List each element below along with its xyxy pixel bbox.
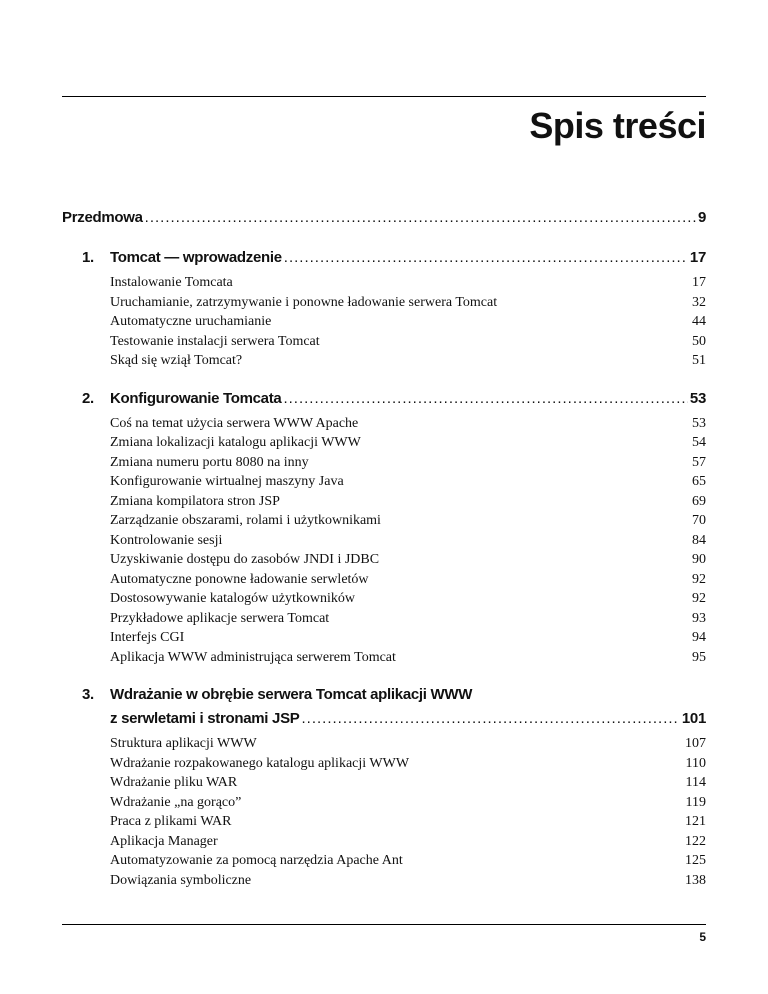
chapter-1: [82, 246, 706, 371]
entry-label: Konfigurowanie wirtualnej maszyny Java: [110, 474, 344, 489]
toc-entry[interactable]: [110, 312, 706, 332]
top-rule: [62, 96, 706, 97]
toc-entry[interactable]: [110, 351, 706, 371]
bottom-rule: [62, 924, 706, 925]
chapter-page: 53: [689, 389, 706, 407]
entry-label: Wdrażanie „na gorąco”: [110, 794, 242, 810]
toc-entry[interactable]: [110, 472, 706, 492]
toc-entry[interactable]: [110, 871, 706, 891]
entry-page: 54: [692, 435, 706, 450]
entry-page: 17: [692, 275, 706, 290]
entry-label: Wdrażanie rozpakowanego katalogu aplikacji WWW: [110, 755, 410, 771]
chapter-heading[interactable]: [82, 246, 706, 270]
entry-page: 70: [692, 513, 706, 528]
entry-label: Kontrolowanie sesji: [110, 532, 223, 548]
chapter-number: 2.: [82, 389, 94, 407]
chapter-entries: [110, 273, 706, 371]
chapter-number: 3.: [82, 686, 94, 703]
entry-page: 110: [685, 755, 706, 771]
entry-label: Automatyzowanie za pomocą narzędzia Apache Ant: [110, 853, 403, 868]
chapter-3: [82, 683, 706, 890]
dot-leader: [283, 387, 687, 411]
toc-entry[interactable]: [110, 648, 706, 668]
entry-page: 138: [685, 872, 706, 888]
entry-page: 51: [692, 353, 706, 368]
entry-page: 94: [692, 630, 706, 645]
chapter-heading-line1[interactable]: [82, 683, 706, 707]
toc-entry[interactable]: [110, 414, 706, 434]
entry-page: 50: [692, 333, 706, 349]
dot-leader: [301, 707, 679, 731]
entry-page: 84: [692, 532, 706, 548]
entry-page: 93: [692, 610, 706, 626]
toc-entry[interactable]: [110, 293, 706, 313]
entry-label: Struktura aplikacji WWW: [110, 736, 257, 751]
preface-page: 9: [697, 209, 706, 226]
page-title: Spis treści: [529, 105, 706, 146]
entry-page: 119: [685, 794, 706, 810]
toc-entry[interactable]: [110, 812, 706, 832]
entry-label: Aplikacja Manager: [110, 833, 218, 849]
entry-page: 57: [692, 454, 706, 470]
toc-entry[interactable]: [110, 832, 706, 852]
entry-label: Dowiązania symboliczne: [110, 872, 252, 888]
toc-entry[interactable]: [110, 550, 706, 570]
entry-label: Dostosowywanie katalogów użytkowników: [110, 591, 355, 606]
toc-entry[interactable]: [110, 609, 706, 629]
toc-entry[interactable]: [110, 773, 706, 793]
toc-entry[interactable]: [110, 851, 706, 871]
entry-page: 125: [685, 853, 706, 868]
toc-entry[interactable]: [110, 793, 706, 813]
entry-page: 95: [692, 649, 706, 665]
entry-label: Zmiana lokalizacji katalogu aplikacji WWW: [110, 435, 361, 450]
entry-page: 53: [692, 415, 706, 431]
entry-label: Automatyczne ponowne ładowanie serwletów: [110, 571, 369, 587]
toc-entry[interactable]: [110, 273, 706, 293]
chapter-entries: [110, 414, 706, 668]
entry-label: Uruchamianie, zatrzymywanie i ponowne ładowanie serwera Tomcat: [110, 294, 498, 310]
chapter-heading-line2[interactable]: [110, 707, 706, 731]
entry-page: 69: [692, 493, 706, 509]
chapter-page: 101: [681, 710, 706, 727]
chapter-heading[interactable]: [82, 387, 706, 411]
entry-label: Testowanie instalacji serwera Tomcat: [110, 333, 320, 349]
entry-page: 107: [685, 736, 706, 751]
toc-preface[interactable]: [62, 206, 706, 230]
entry-label: Skąd się wziął Tomcat?: [110, 353, 243, 368]
chapter-2: [82, 387, 706, 668]
entry-label: Praca z plikami WAR: [110, 814, 232, 829]
chapter-number: 1.: [82, 249, 94, 266]
page-number: 5: [699, 930, 706, 944]
preface-label: Przedmowa: [62, 209, 143, 226]
toc-entry[interactable]: [110, 332, 706, 352]
entry-page: 65: [692, 474, 706, 489]
entry-page: 44: [692, 314, 706, 329]
toc-entry[interactable]: [110, 433, 706, 453]
entry-label: Zmiana kompilatora stron JSP: [110, 493, 280, 509]
chapter-title-continued: z serwletami i stronami JSP: [110, 710, 300, 727]
entry-label: Interfejs CGI: [110, 630, 185, 645]
entry-label: Aplikacja WWW administrująca serwerem Tomcat: [110, 649, 396, 665]
toc-entry[interactable]: [110, 754, 706, 774]
chapter-title: Wdrażanie w obrębie serwera Tomcat aplikacji WWW: [110, 686, 473, 703]
chapter-entries: [110, 734, 706, 890]
chapter-page: 17: [689, 249, 706, 266]
toc-entry[interactable]: [110, 511, 706, 531]
chapter-title: Konfigurowanie Tomcata: [110, 389, 282, 407]
toc-entry[interactable]: [110, 453, 706, 473]
toc-entry[interactable]: [110, 531, 706, 551]
entry-page: 92: [692, 571, 706, 587]
entry-label: Instalowanie Tomcata: [110, 275, 233, 290]
entry-label: Przykładowe aplikacje serwera Tomcat: [110, 610, 330, 626]
toc-entry[interactable]: [110, 492, 706, 512]
dot-leader: [284, 246, 688, 270]
entry-label: Wdrażanie pliku WAR: [110, 775, 238, 790]
entry-label: Zarządzanie obszarami, rolami i użytkownikami: [110, 513, 381, 528]
entry-page: 114: [685, 775, 706, 790]
entry-page: 122: [685, 833, 706, 849]
entry-page: 92: [692, 591, 706, 606]
entry-label: Zmiana numeru portu 8080 na inny: [110, 454, 309, 470]
entry-label: Coś na temat użycia serwera WWW Apache: [110, 415, 359, 431]
toc-entry[interactable]: [110, 589, 706, 609]
entry-page: 90: [692, 552, 706, 567]
entry-label: Uzyskiwanie dostępu do zasobów JNDI i JDBC: [110, 552, 380, 567]
entry-page: 32: [692, 294, 706, 310]
dot-leader: [145, 206, 696, 230]
toc-entry[interactable]: [110, 628, 706, 648]
toc-entry[interactable]: [110, 734, 706, 754]
table-of-contents: [62, 206, 706, 890]
entry-label: Automatyczne uruchamianie: [110, 314, 272, 329]
toc-entry[interactable]: [110, 570, 706, 590]
chapter-title: Tomcat — wprowadzenie: [110, 249, 282, 266]
entry-page: 121: [685, 814, 706, 829]
